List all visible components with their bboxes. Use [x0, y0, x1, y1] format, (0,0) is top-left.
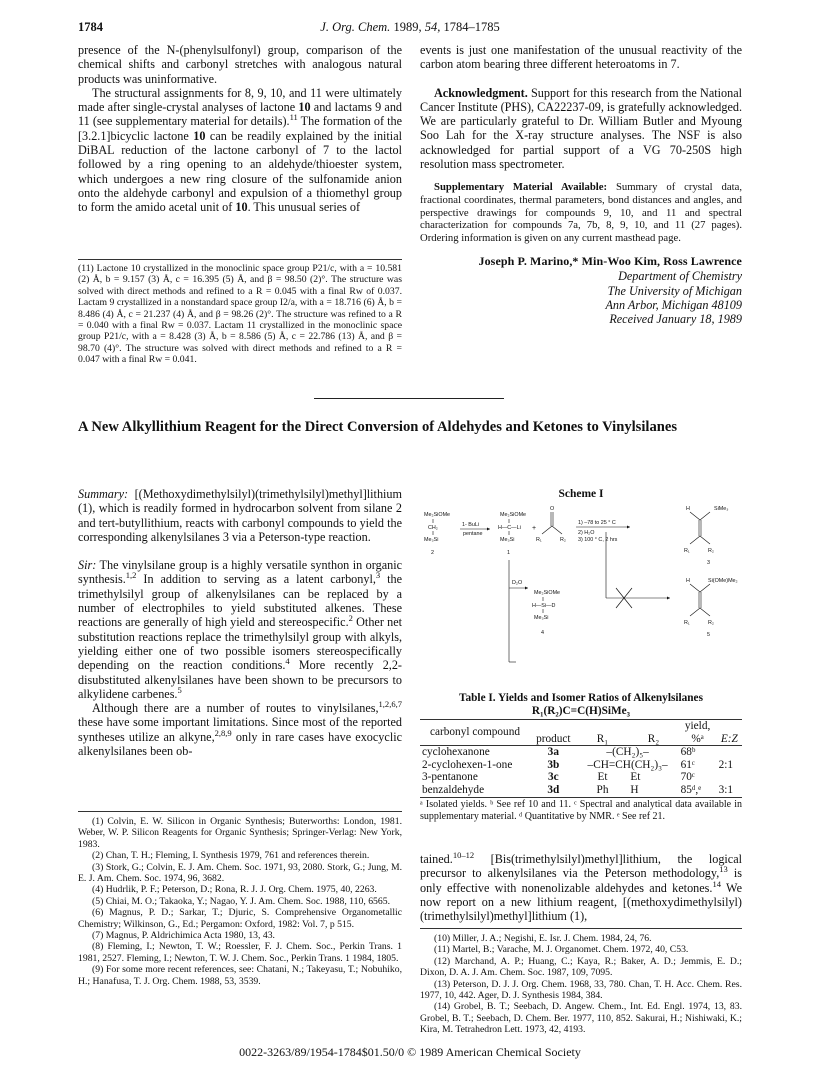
- pentane-label: pentane: [463, 531, 483, 537]
- references-left: [78, 816, 402, 987]
- compound-1-number: 1: [507, 550, 510, 556]
- r1-label: R₁: [684, 620, 690, 626]
- footnote-rule: [78, 259, 402, 260]
- supplementary-material: Supplementary Material Available: Summary of crystal data, fractional coordinates, thermal parameters, bond distances and angles, and perspective drawings for compounds 9, 10, and 11 and spectral characterization for compounds 7a, 7b, 8, 9, 10, and 11 (27 pages). Ordering information is given on any current masthead page.: [420, 181, 742, 244]
- journal-volume: 54,: [424, 20, 441, 34]
- ch2-label: CH₂: [428, 525, 438, 531]
- r1-label: R₁: [536, 537, 542, 543]
- compound-5-number: 5: [707, 632, 710, 638]
- hsid-label: H—Si—D: [532, 603, 556, 609]
- footnote-rule: [78, 811, 402, 812]
- r2-label: R₂: [708, 548, 714, 554]
- h-label: H: [686, 578, 690, 584]
- paragraph: events is just one manifestation of the unusual reactivity of the carbon atom bearing three different heteroatoms in 7.: [420, 43, 742, 72]
- col-ez: E:Z: [720, 732, 738, 745]
- hcli-label: H—C—Li: [498, 525, 521, 531]
- reference: (5) Chiai, M. O.; Takaoka, Y.; Nagao, Y. J. Am. Chem. Soc. 1988, 110, 6565.: [92, 895, 390, 907]
- table-caption: Table I. Yields and Isomer Ratios of Alkenylsilanes R₁(R₂)C=C(H)SiMe₃: [459, 692, 703, 717]
- reference: (10) Miller, J. A.; Negishi, E. Isr. J. Chem. 1984, 24, 76.: [434, 933, 652, 944]
- table-1: [420, 719, 742, 798]
- references-right: [420, 933, 742, 1036]
- sir-paragraph: Sir: The vinylsilane group is a highly versatile synthon in organic synthesis.$^{1,2}$ In addition to serving as a latent carbonyl,$^3$ the trimethylsilyl group of alkenylsilanes can be replaced by a number of electrophiles to yield substituted alkenes. These reactions are generally of high yield and stereospecific.$^2$ Other net substitution reactions replace the trimethylsilyl group with alkyls, yielding either one of two possible isomers stereospecifically depending on the reaction conditions.$^4$ More recently 2,2-disubstituted alkenylsilanes have been shown to be precursors to alkylidene carbenes.$^5$: [78, 558, 402, 701]
- paragraph: Although there are a number of routes to vinylsilanes,$^{1,2,6,7}$ these have some important limitations. Since most of the reported syntheses utilize an alkyne,$^{2,8,9}$ only in rare cases have exocyclic alkenylsilanes been ob-: [78, 699, 402, 759]
- compound-3-number: 3: [707, 560, 710, 566]
- city: Ann Arbor, Michigan 48109: [605, 297, 742, 312]
- plus-sign: +: [532, 525, 537, 532]
- oxygen-label: O: [550, 506, 555, 512]
- footnote-11: (11) Lactone 10 crystallized in the monoclinic space group P21/c, with a = 10.581 (2) Å, b = 9.157 (3) Å, c = 16.395 (5) Å, and β = 98.50 (2)°. The structure was solved with direct methods and refined to a R = 0.045 with a final Rw of 0.037. Lactam 9 crystallized in a nonstandard space group I2/a, with a = 18.716 (6) Å, b = 8.486 (4) Å, c = 21.237 (4) Å, and β = 98.26 (2)°. The structure was refined to a R = 0.040 with a final Rw = 0.037. Lactam 11 crystallized in the monoclinic space group P21/c, with a = 8.428 (3) Å, b = 8.586 (5) Å, c = 22.786 (13) Å, and β = 98.70 (4)°. The structure was solved with direct methods and refined to a R = 0.047 with a final Rw = 0.041.: [78, 263, 402, 366]
- condition-1: 1) –78 to 25 ° C: [578, 520, 616, 526]
- condition-3: 3) 100 ° C, 2 hrs: [578, 537, 618, 543]
- tbuli-label: 1- BuLi: [462, 522, 480, 528]
- col-product: product: [536, 732, 571, 745]
- reference: (13) Peterson, D. J. J. Org. Chem. 1968, 33, 780. Chan, T. H. Acc. Chem. Res. 1977, 10, 442. Ager, D. J. Synthesis 1984, 384.: [420, 978, 742, 1002]
- me2siome-label: Me₂SiOMe: [534, 590, 561, 596]
- reference: (6) Magnus, P. D.; Sarkar, T.; Djuric, S. Comprehensive Organometallic Chemistry; Wilkinson, G., Ed.; Pergamon: Oxford, 1982: Vol. 7, p 515.: [78, 907, 402, 930]
- scheme-title: Scheme I: [558, 488, 604, 500]
- condition-2: 2) H₂O: [578, 530, 595, 536]
- h-label: H: [686, 506, 690, 512]
- table-notes: ᵃ Isolated yields. ᵇ See ref 10 and 11. ᶜ Spectral and analytical data available in supplementary material. ᵈ Quantitative by NMR. ᵉ See ref 21.: [420, 799, 742, 822]
- col-r1: R₁: [596, 732, 609, 745]
- r2-label: R₂: [560, 537, 566, 543]
- right-column-article: [420, 849, 742, 924]
- col-r2: R₂: [647, 732, 660, 745]
- table-row: cyclohexanone 3a –(CH₂)₅– 68ᵇ: [420, 746, 742, 759]
- reference: (3) Stork, G.; Colvin, E. J. Am. Chem. Soc. 1971, 93, 2080. Stork, G.; Jung, M. E. J. Am. Chem. Soc. 1974, 96, 3682.: [78, 861, 402, 885]
- table-header-row: [420, 720, 742, 746]
- d2o-label: D₂O: [512, 580, 523, 586]
- table-row: 3-pentanone 3c Et Et 70ᶜ: [422, 771, 695, 784]
- me2siome-label: Me₂SiOMe: [500, 512, 527, 518]
- reference: (4) Hudrlik, P. F.; Peterson, D.; Rona, R. J. J. Org. Chem. 1975, 40, 2263.: [92, 884, 377, 896]
- r1-label: R₁: [684, 548, 690, 554]
- r2-label: R₂: [708, 620, 714, 626]
- me2siome-label: Me₂SiOMe: [424, 512, 451, 518]
- reference: (12) Marchand, A. P.; Huang, C.; Kaya, R.; Baker, A. D.; Jemmis, E. D.; Dixon, D. A. J. Am. Chem. Soc. 1987, 109, 7095.: [420, 955, 742, 979]
- authors: Joseph P. Marino,* Min-Woo Kim, Ross Lawrence: [478, 254, 742, 269]
- right-column-top: [420, 43, 742, 327]
- paragraph: tained.$^{10-12}$ [Bis(trimethylsilyl)methyl]lithium, the logical precursor to alkenylsilanes via the Peterson methodology,$^{13}$ is only effective with nonenolizable aldehydes and ketones.$^{14}$ We now report on a new lithium reagent, [(methoxydimethylsilyl)(trimethylsilyl)methyl]lithium (1),: [420, 849, 742, 924]
- col-compound: carbonyl compound: [429, 726, 521, 739]
- journal-year: 1989,: [393, 20, 422, 34]
- me3si-label: Me₃Si: [424, 537, 439, 543]
- scheme-diagram: [420, 502, 742, 684]
- received-date: Received January 18, 1989: [609, 312, 742, 327]
- acknowledgment: Acknowledgment. Support for this research from the National Cancer Institute (PHS), CA22237-09, is gratefully acknowledged. We are particularly grateful to Dr. William Butler and Myoung Soo Lah for the X-ray structure analyses. The NSF is also acknowledged for partial support of a VG 70-250S high resolution mass spectrometer.: [420, 85, 742, 172]
- compound-2-number: 2: [431, 550, 434, 556]
- running-header: [78, 20, 742, 36]
- department: Department of Chemistry: [618, 269, 742, 284]
- journal-pages: 1784–1785: [443, 20, 500, 34]
- reference: (14) Grobel, B. T.; Seebach, D. Angew. Chem., Int. Ed. Engl. 1974, 13, 83. Grobel, B. T.; Seebach, D. Chem. Ber. 1977, 110, 852. Sakurai, H.; Nishiwaki, K.; Kira, M. Tetrahedron Lett. 1973, 42, 4193.: [420, 1001, 742, 1036]
- page-number: 1784: [78, 20, 103, 34]
- article-title: A New Alkyllithium Reagent for the Direct Conversion of Aldehydes and Ketones to Vinylsilanes: [78, 419, 678, 435]
- paragraph: The structural assignments for 8, 9, 10, and 11 were ultimately made after single-crystal analyses of lactone 10 and lactams 9 and 11 (see supplementary material for details).$^{11}$ The formation of the [3.2.1]bicyclic lactone 10 can be readily explained by the initial DiBAL reduction of the lactone carbonyl of 7 to the lactol followed by a ring opening to an aldehyde/thioester system, which undergoes a new ring closure of the sulfonamide anion onto the aldehyde carbonyl and expulsion of a thiomethyl group to form the amido acetal unit of 10. This unusual series of: [78, 85, 403, 215]
- university: The University of Michigan: [607, 283, 742, 298]
- journal-name: J. Org. Chem.: [320, 20, 391, 34]
- reference: (9) For some more recent references, see: Chatani, N.; Takeyasu, T.; Nobuhiko, H.; Hanafusa, T. J. Org. Chem. 1988, 53, 3539.: [78, 964, 402, 987]
- table-row: 2-cyclohexen-1-one 3b –CH=CH(CH₂)₃– 61ᶜ 2:1: [422, 758, 734, 771]
- reference: (1) Colvin, E. W. Silicon in Organic Synthesis; Buterworths: London, 1981. Weber, W. P. Silicon Reagents for Organic Synthesis; Springer-Verlag: New York, 1983.: [78, 816, 402, 850]
- reference: (11) Martel, B.; Varache, M. J. Organomet. Chem. 1972, 40, C53.: [434, 944, 689, 956]
- siome-label: Si(OMe)Me₂: [708, 578, 738, 584]
- footnote-rule: [420, 928, 742, 929]
- article-separator: [314, 398, 504, 399]
- copyright-footer: 0022-3263/89/1954-1784$01.50/0 © 1989 American Chemical Society: [239, 1045, 581, 1059]
- left-column-article: [78, 487, 402, 758]
- reference: (7) Magnus, P. Aldrichimica Acta 1980, 13, 43.: [92, 930, 275, 942]
- me3si-label: Me₃Si: [534, 615, 549, 621]
- compound-4-number: 4: [541, 630, 544, 636]
- table-row: benzaldehyde 3d Ph H 85ᵈ,ᵉ 3:1: [420, 784, 742, 797]
- sime3-label: SiMe₃: [714, 506, 729, 512]
- left-column-top: [78, 43, 402, 215]
- summary: Summary: [(Methoxydimethylsilyl)(trimethylsilyl)methyl]lithium (1), which is readily formed in hydrocarbon solvent from silane 2 and tert-butyllithium, reacts with carbonyl compounds to yield the corresponding alkenylsilanes 3 via a Peterson-type reaction.: [78, 487, 402, 544]
- col-yield: yield, %ᵃ: [684, 720, 711, 745]
- me3si-label: Me₃Si: [500, 537, 515, 543]
- journal-citation: [78, 20, 742, 35]
- reference: (8) Fleming, I.; Newton, T. W.; Roessler, F. J. Chem. Soc., Perkin Trans. 1 1981, 2527. Fleming, I.; Newton, T. W. J. Chem. Soc., Perkin Trans. 1 1984, 1805.: [78, 941, 402, 964]
- reference: (2) Chan, T. H.; Fleming, I. Synthesis 1979, 761 and references therein.: [92, 850, 370, 862]
- paragraph: presence of the N-(phenylsulfonyl) group, comparison of the chemical shifts and carbonyl stretches with analogous natural products was uninformative.: [78, 43, 402, 86]
